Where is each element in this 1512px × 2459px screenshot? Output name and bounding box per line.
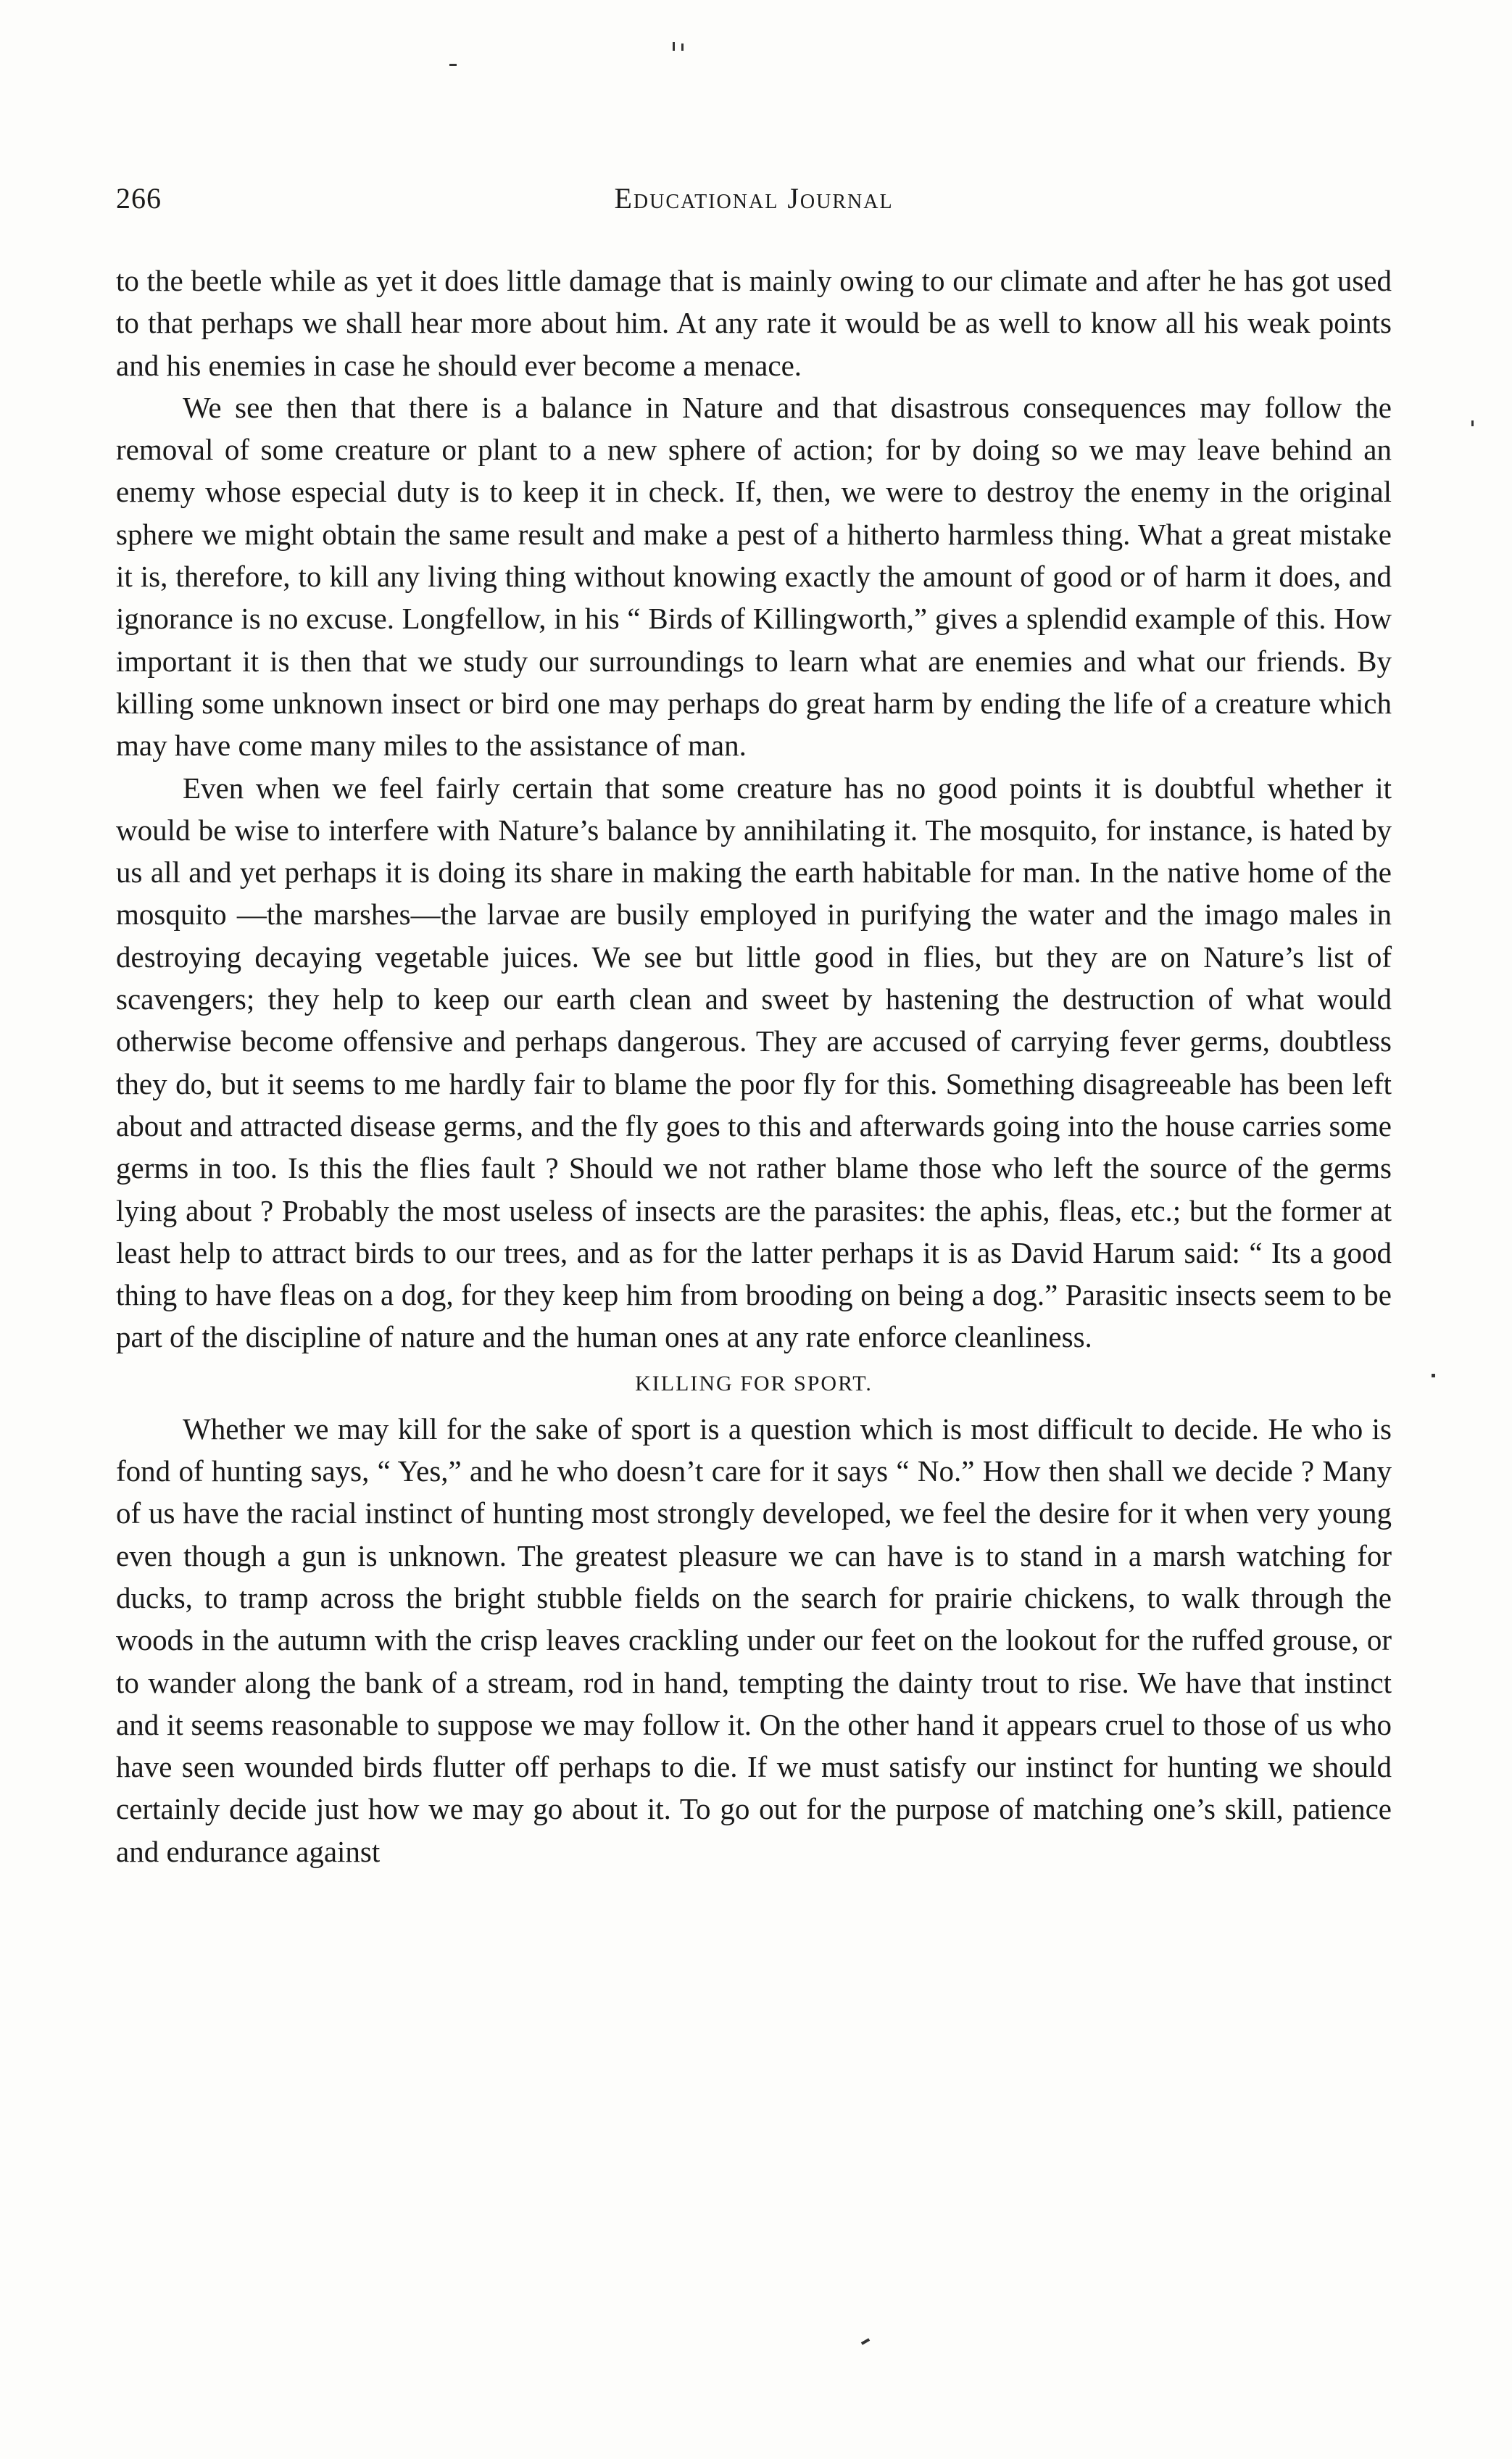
paragraph: We see then that there is a balance in Nature and that disastrous consequences may follow the removal of some creature or plant to a new sphere of action; for by doing so we may leave behind an enemy whose especial duty is to keep it in check. If, then, we were to destroy the enemy in the original sphere we might obtain the same result and make a pest of a hitherto harmless thing. What a great mistake it is, therefore, to kill any living thing without knowing exactly the amount of good or of harm it does, and ignorance is no excuse. Longfellow, in his “ Birds of Killingworth,” gives a splendid example of this. How important it is then that we study our surroundings to learn what are enemies and what our friends. By killing some unknown insect or bird one may perhaps do great harm by ending the life of a creature which may have come many miles to the assistance of man. — [116, 390, 1392, 763]
page-number: 266 — [116, 182, 162, 215]
running-head — [116, 181, 1392, 225]
article-body — [116, 260, 1392, 1873]
scan-speck — [1432, 1374, 1435, 1377]
paragraph: Even when we feel fairly certain that some creature has no good points it is doubtful whether it would be wise to interfere with Nature’s balance by annihilating it. The mosquito, for instance, is hated by us all and yet perhaps it is doing its share in making the earth habitable for man. In the native home of the mosquito —the marshes—the larvae are busily employed in purifying the water and the imago males in destroying decaying vegetable juices. We see but little good in flies, but they are on Nature’s list of scavengers; they help to keep our earth clean and sweet by hastening the destruction of what would otherwise become offensive and perhaps dangerous. They are accused of carrying fever germs, doubtless they do, but it seems to me hardly fair to blame the poor fly for this. Something disagreeable has been left about and attracted disease germs, and the fly goes to this and afterwards going into the house carries some germs in too. Is this the flies fault ? Should we not rather blame those who left the source of the germs lying about ? Probably the most useless of insects are the parasites: the aphis, fleas, etc.; but the former at least help to attract birds to our trees, and as for the latter perhaps it is as David Harum said: “ Its a good thing to have fleas on a dog, for they keep him from brooding on being a dog.” Parasitic insects seem to be part of the discipline of nature and the human ones at any rate enforce cleanliness. — [116, 771, 1392, 1354]
section-heading: KILLING FOR SPORT. — [635, 1371, 873, 1396]
scan-speck — [681, 43, 684, 51]
scan-speck — [449, 64, 457, 66]
journal-title: Educational Journal — [614, 182, 894, 215]
paragraph: to the beetle while as yet it does little damage that is mainly owing to our climate and after he has got used to that perhaps we shall hear more about him. At any rate it would be as well to know all his weak points and his enemies in case he should ever become a menace. — [116, 264, 1392, 382]
scan-speck — [861, 2338, 870, 2344]
scan-speck — [673, 42, 675, 51]
scan-speck — [1471, 420, 1474, 426]
paragraph: Whether we may kill for the sake of sport is a question which is most difficult to decide. He who is fond of hunting says, “ Yes,” and he who doesn’t care for it says “ No.” How then shall we decide ? Many of us have the racial instinct of hunting most strongly developed, we feel the desire for it when very young even though a gun is unknown. The greatest pleasure we can have is to stand in a marsh watching for ducks, to tramp across the bright stubble fields on the search for prairie chickens, to walk through the woods in the autumn with the crisp leaves crackling under our feet on the lookout for the ruffed grouse, or to wander along the bank of a stream, rod in hand, tempting the dainty trout to rise. We have that instinct and it seems reasonable to suppose we may follow it. On the other hand it appears cruel to those of us who have seen wounded birds flutter off perhaps to die. If we must satisfy our instinct for hunting we should certainly decide just how we may go about it. To go out for the purpose of matching one’s skill, patience and endurance against — [116, 1411, 1392, 1868]
